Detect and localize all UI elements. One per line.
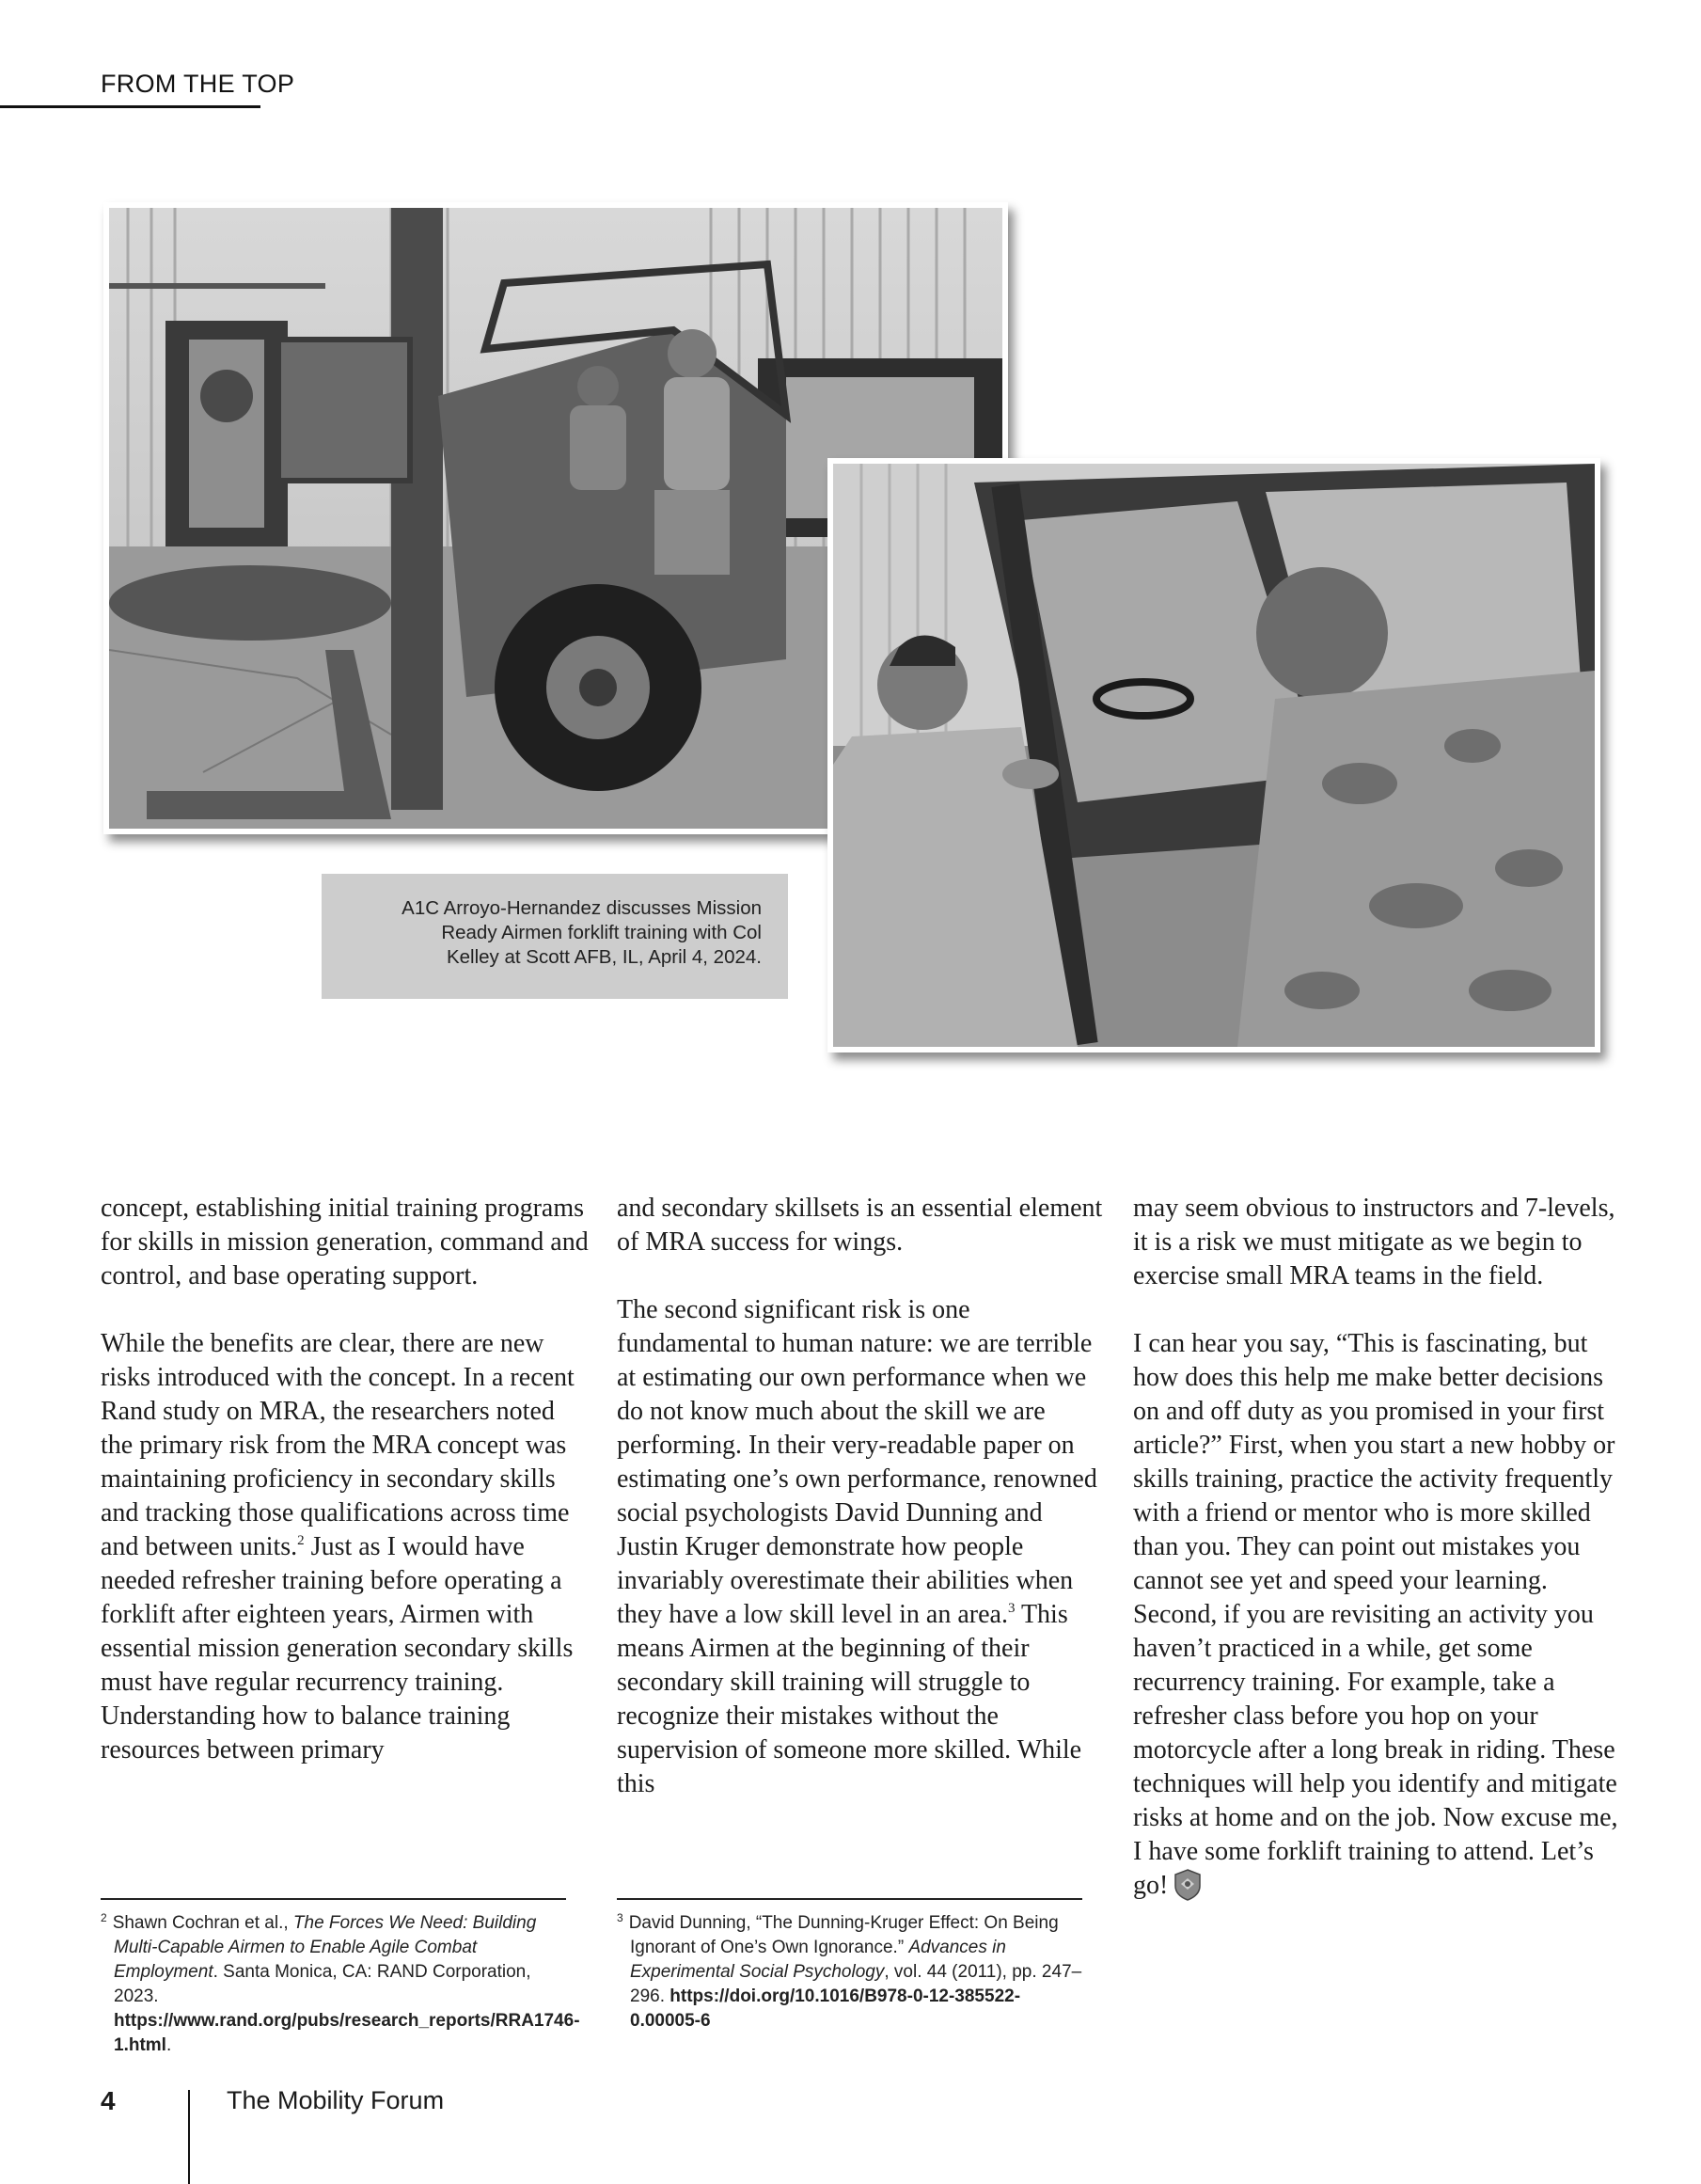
footnote-3 bbox=[617, 1911, 1091, 2034]
footnote-divider bbox=[101, 1898, 566, 1900]
footnote-journal: Advances in Experimental Social Psychology bbox=[630, 1938, 1006, 1982]
publication-name: The Mobility Forum bbox=[227, 2086, 445, 2114]
text-column-2 bbox=[617, 1192, 1106, 1835]
footnote-authors: Shawn Cochran et al., bbox=[112, 1913, 293, 1933]
discussion-photo-image bbox=[833, 464, 1595, 1047]
paragraph-text: Just as I would have needed refresher training before operating a forklift after eighteen years, Airmen with essential mission generation secondary skills must have regular recurrency training. Understanding how to balance training resources between primary bbox=[101, 1532, 574, 1765]
footnote-number: 3 bbox=[617, 1911, 623, 1924]
footnote-ref[interactable]: 2 bbox=[297, 1533, 305, 1548]
caption-line-2: Ready Airmen forklift training with Col bbox=[441, 922, 762, 943]
footnote-link[interactable]: https://doi.org/10.1016/B978-0-12-385522-0.00005-6 bbox=[630, 1986, 1021, 2031]
footnote-ref[interactable]: 3 bbox=[1007, 1601, 1016, 1616]
footnote-publisher: . Santa Monica, CA: RAND Corporation, 2023. bbox=[114, 1962, 531, 2006]
footnote-divider bbox=[617, 1898, 1082, 1900]
footnote-authors: David Dunning, “The Dunning-Kruger Effect: On Being Ignorant of One’s Own Ignorance.” bbox=[628, 1913, 1059, 1957]
footnote-number: 2 bbox=[101, 1911, 107, 1924]
caption-line-3: Kelley at Scott AFB, IL, April 4, 2024. bbox=[446, 946, 762, 968]
paragraph-text: While the benefits are clear, there are new risks introduced with the concept. In a recent Rand study on MRA, the researchers noted the primary risk from the MRA concept was maintaining proficiency in secondary skills and tracking those qualifications across time and between units. bbox=[101, 1329, 575, 1561]
shield-emblem-icon bbox=[1173, 1869, 1202, 1910]
footer-divider bbox=[188, 2090, 190, 2184]
paragraph: concept, establishing initial training programs for skills in mission generation, command and control, and base operating support. bbox=[101, 1194, 589, 1290]
photo-caption bbox=[322, 874, 788, 999]
footnote-publisher: , vol. 44 (2011), pp. 247–296. bbox=[630, 1962, 1082, 2006]
footnote-title: The Forces We Need: Building Multi-Capable Airmen to Enable Agile Combat Employment bbox=[114, 1913, 537, 1982]
paragraph bbox=[101, 1327, 590, 1767]
paragraph-text: This means Airmen at the beginning of their secondary skill training will struggle to recognize their mistakes without the supervision of someone more skilled. While this bbox=[617, 1600, 1082, 1798]
caption-line-1: A1C Arroyo-Hernandez discusses Mission bbox=[402, 897, 762, 919]
paragraph-text: I can hear you say, “This is fascinating, but how does this help me make better decisions on and off duty as you promised in your first article?” First, when you start a new hobby or skills training, practice the activity frequently with a friend or mentor who is more skilled than you. They can point out mistakes you cannot see yet and speed your learning. Second, if you are revisiting an activity you haven’t practiced in a while, get some recurrency training. For example, take a refresher class before you hop on your motorcycle after a long break in riding. These techniques will help you identify and mitigate risks at home and on the job. Now excuse me, I have some forklift training to attend. Let’s go! bbox=[1133, 1329, 1618, 1900]
paragraph-text: The second significant risk is one fundamental to human nature: we are terrible at estimating our own performance when we do not know much about the skill we are performing. In their very-readable paper on estimating one’s own performance, renowned social psychologists David Dunning and Justin Kruger demonstrate how people invariably overestimate their abilities when they have a low skill level in an area. bbox=[617, 1295, 1097, 1629]
footnote-2 bbox=[101, 1911, 580, 2058]
photo-airmen-discussion bbox=[827, 458, 1600, 1052]
footnote-end: . bbox=[165, 2035, 172, 2055]
paragraph: and secondary skillsets is an essential element of MRA success for wings. bbox=[617, 1194, 1103, 1257]
paragraph bbox=[617, 1293, 1106, 1801]
paragraph bbox=[1133, 1327, 1622, 1910]
section-label: FROM THE TOP bbox=[101, 70, 295, 98]
section-rule bbox=[0, 105, 260, 108]
page-number: 4 bbox=[101, 2086, 116, 2115]
paragraph: may seem obvious to instructors and 7-levels, it is a risk we must mitigate as we begin to exercise small MRA teams in the field. bbox=[1133, 1194, 1615, 1290]
footnote-link[interactable]: https://www.rand.org/pubs/research_reports/RRA1746-1.html bbox=[114, 2011, 580, 2055]
text-column-3 bbox=[1133, 1192, 1622, 1944]
text-column-1 bbox=[101, 1192, 590, 1801]
